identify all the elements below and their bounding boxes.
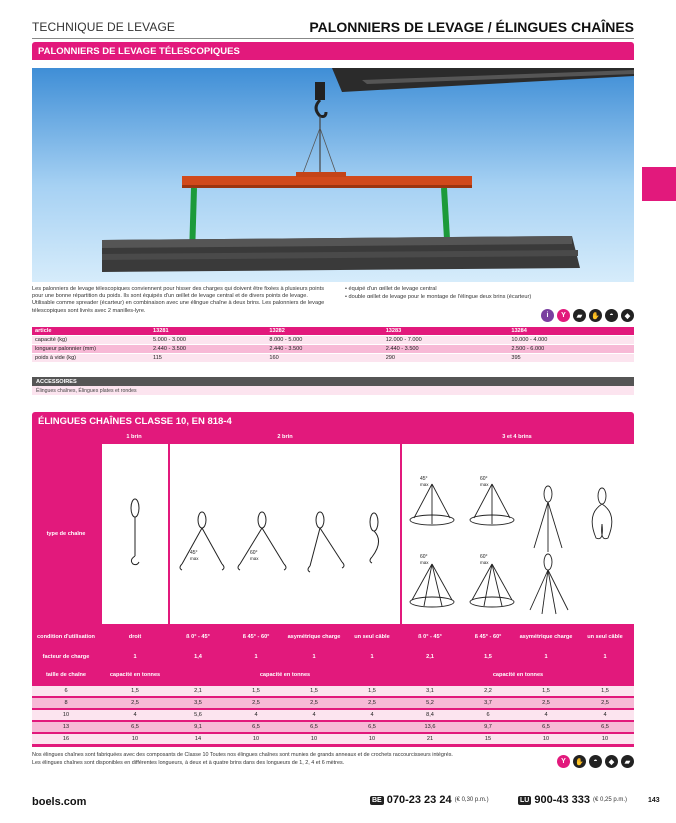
table-cell: 2,1: [194, 687, 202, 694]
angle-max-label: max: [480, 560, 489, 565]
table-cell: 6,5: [601, 723, 609, 730]
section-title: ÉLINGUES CHAÎNES CLASSE 10, EN 818-4: [38, 416, 232, 427]
helmet-icon: ◓: [605, 309, 618, 322]
table-cell: 1,5: [601, 687, 609, 694]
safety-icons-bottom: [557, 755, 634, 768]
condition-cell: ß 0° - 45°: [186, 633, 210, 640]
table-cell: 2.440 - 3.500: [383, 345, 509, 354]
spec-header-row: [32, 327, 634, 336]
condition-cell: asymétrique charge: [519, 633, 573, 640]
row-label-factor: facteur de charge: [42, 653, 90, 660]
lifting-beam-illustration: [32, 68, 634, 282]
feature-item: • équipé d'un œillet de levage central: [345, 286, 437, 292]
table-cell: 8: [64, 699, 68, 706]
table-cell: 9,7: [484, 723, 492, 730]
table-cell: 4: [312, 711, 316, 718]
spec-table: [32, 327, 634, 363]
feature-item: • double œillet de levage pour le montage de l'élingue deux brins (écarteur): [345, 293, 532, 300]
factor-cell: 1: [133, 653, 137, 660]
table-cell: 1,5: [542, 687, 550, 694]
note-line: Nos élingues chaînes sont fabriquées avec des composants de Classe 10 Toutes nos élingues chaînes sont munies de grands anneaux et de crochets raccourcisseurs intégrés.: [32, 752, 453, 758]
country-code-be: BE: [372, 796, 382, 804]
y-icon: Y: [557, 309, 570, 322]
table-cell: 5,6: [194, 711, 202, 718]
phone-be: [370, 794, 489, 806]
angle-max-label: max: [420, 560, 429, 565]
table-cell: 2.500 - 6.000: [508, 345, 634, 354]
row-label-condition: condition d'utilisation: [37, 633, 95, 640]
table-cell: 13: [62, 723, 70, 730]
table-cell: 10.000 - 4.000: [508, 336, 634, 345]
capacity-header: capacité en tonnes: [109, 671, 161, 678]
product-description: Les palonniers de levage télescopiques conviennent pour hisser des charges qui doivent être fixées à plusieurs points pour une bonne répartition du poids. Ils sont équipés d'un œillet de levage central et de divers points de levage. Utilisable comme spreader (écarteur) en combinaison avec une élingue chaîne à deux brins. Les palonniers de levage télescopiques sont livrés avec 2 manilles-lyre.: [32, 286, 325, 314]
table-cell: 1,5: [131, 687, 139, 694]
factor-cell: 1: [254, 653, 258, 660]
table-cell: 6: [486, 711, 490, 718]
table-cell: 1,5: [310, 687, 318, 694]
phone-cost-be: (€ 0,30 p.m.): [454, 797, 489, 803]
section-title: PALONNIERS DE LEVAGE TÉLESCOPIQUES: [38, 46, 240, 57]
section-title-bar: [32, 42, 634, 60]
row-label-size: taille de chaîne: [45, 671, 87, 678]
feature-text: équipé d'un œillet de levage central: [348, 286, 437, 292]
spec-header-cell: 13281: [150, 327, 266, 336]
angle-label: 60°: [480, 554, 488, 560]
chain-table: [32, 430, 634, 747]
table-row: [32, 734, 634, 744]
accessories-text: Élingues chaînes, Élingues plates et rondes: [32, 386, 634, 395]
table-cell: 12.000 - 7.000: [383, 336, 509, 345]
y-icon: Y: [557, 755, 570, 768]
factor-cell: 1,5: [484, 653, 492, 660]
condition-cell: droit: [128, 633, 142, 640]
table-cell: 9,1: [194, 723, 202, 730]
table-cell: 3,7: [484, 699, 492, 706]
table-cell: 5,2: [426, 699, 434, 706]
group-header: 3 et 4 brins: [502, 433, 532, 440]
accessories-title: ACCESSOIRES: [32, 377, 634, 386]
safety-icons: [541, 309, 634, 322]
spec-header-cell: article: [32, 327, 150, 336]
table-row: [32, 722, 634, 732]
table-cell: 14: [194, 735, 202, 742]
table-cell: 160: [266, 353, 382, 362]
table-cell: 6,5: [310, 723, 318, 730]
feature-text: double œillet de levage pour le montage de l'élingue deux brins (écarteur): [348, 293, 532, 300]
table-cell: 21: [426, 735, 434, 742]
table-cell: 2,5: [368, 699, 376, 706]
page-title: PALONNIERS DE LEVAGE / ÉLINGUES CHAÎNES: [309, 19, 634, 35]
table-cell: 2.440 - 3.500: [150, 345, 266, 354]
table-cell: 10: [131, 735, 139, 742]
truck-icon: ▰: [573, 309, 586, 322]
factor-cell: 2,1: [426, 653, 434, 660]
table-cell: 2,5: [601, 699, 609, 706]
table-row: [32, 710, 634, 720]
group-header: 1 brin: [126, 433, 142, 440]
angle-label: 45°: [420, 476, 428, 482]
angle-max-label: max: [420, 482, 429, 487]
table-cell: 10: [542, 735, 550, 742]
brand-link[interactable]: boels.com: [32, 796, 87, 808]
table-cell: 2,5: [252, 699, 260, 706]
table-row: [32, 698, 634, 708]
table-cell: 5.000 - 3.000: [150, 336, 266, 345]
factor-cell: 1,4: [194, 653, 202, 660]
table-cell: 6: [64, 687, 68, 694]
angle-label: 60°: [420, 554, 428, 560]
product-photo: [32, 68, 634, 282]
angle-max-label: max: [250, 556, 259, 561]
table-cell: 1,5: [252, 687, 260, 694]
note-line: Les élingues chaînes sont disponibles en différentes longueurs, à deux et à quatre brins dans des longueurs de 1, 2, 4 et 6 mètres.: [32, 759, 345, 766]
table-cell: 2,5: [542, 699, 550, 706]
table-cell: 4: [544, 711, 548, 718]
capacity-header: capacité en tonnes: [492, 671, 544, 678]
chain-notes: [32, 752, 552, 767]
phone-lu: [518, 794, 627, 806]
table-cell: 15: [484, 735, 492, 742]
condition-cell: ß 0° - 45°: [418, 633, 442, 640]
table-cell: 395: [508, 353, 634, 362]
table-row: [32, 353, 634, 362]
table-cell: 2,5: [131, 699, 139, 706]
phone-number-be: 070-23 23 24: [386, 794, 452, 806]
condition-cell: asymétrique charge: [287, 633, 341, 640]
factor-cell: 1: [370, 653, 374, 660]
phone-number-lu: 900-43 333: [534, 794, 591, 806]
diagram-2-brin: [170, 444, 400, 624]
table-row: [32, 686, 634, 696]
condition-cell: ß 45° - 60°: [242, 633, 270, 640]
page-number: 143: [648, 797, 660, 804]
country-code-lu: LU: [520, 796, 530, 804]
capacity-header: capacité en tonnes: [259, 671, 311, 678]
group-header: 2 brin: [277, 433, 293, 440]
table-cell: 2,2: [484, 687, 492, 694]
table-cell: 10: [601, 735, 609, 742]
angle-label: 45°: [190, 550, 198, 556]
angle-label: 60°: [250, 550, 258, 556]
table-cell: 2,5: [310, 699, 318, 706]
header-divider: [32, 38, 634, 39]
shield-icon: ◆: [605, 755, 618, 768]
shield-icon: ◆: [621, 309, 634, 322]
spec-header-cell: 13283: [383, 327, 509, 336]
condition-cell: un seul câble: [587, 633, 623, 640]
table-cell: 4: [603, 711, 607, 718]
table-cell: 6,5: [252, 723, 260, 730]
angle-max-label: max: [480, 482, 489, 487]
angle-max-label: max: [190, 556, 199, 561]
table-cell: 10: [368, 735, 376, 742]
side-tab-marker: [642, 167, 676, 201]
table-cell: 13,6: [424, 723, 436, 730]
table-cell: 4: [254, 711, 258, 718]
table-cell: poids à vide (kg): [32, 353, 150, 362]
row-label-type: type de chaîne: [46, 530, 86, 537]
table-cell: 10: [252, 735, 260, 742]
table-cell: capacité (kg): [32, 336, 150, 345]
condition-cell: un seul câble: [354, 633, 390, 640]
table-cell: 2.440 - 3.500: [266, 345, 382, 354]
truck-icon: ▰: [621, 755, 634, 768]
table-cell: 8,4: [426, 711, 434, 718]
helmet-icon: ◓: [589, 755, 602, 768]
factor-cell: 1: [544, 653, 548, 660]
table-cell: 115: [150, 353, 266, 362]
diagram-1-brin: [102, 444, 168, 624]
phone-cost-lu: (€ 0,25 p.m.): [593, 797, 628, 803]
section-category: TECHNIQUE DE LEVAGE: [32, 20, 176, 34]
table-cell: 6,5: [368, 723, 376, 730]
diagram-3-4-brins: [402, 444, 634, 624]
factor-cell: 1: [312, 653, 316, 660]
table-cell: 6,5: [131, 723, 139, 730]
table-cell: 4: [370, 711, 374, 718]
table-row: [32, 345, 634, 354]
table-cell: longueur palonnier (mm): [32, 345, 150, 354]
condition-cell: ß 45° - 60°: [474, 633, 502, 640]
feature-list: [345, 286, 635, 301]
table-cell: 1,5: [368, 687, 376, 694]
table-cell: 8.000 - 5.000: [266, 336, 382, 345]
angle-label: 60°: [480, 476, 488, 482]
section-title-bar: [32, 412, 634, 430]
factor-cell: 1: [603, 653, 607, 660]
info-icon: i: [541, 309, 554, 322]
table-cell: 10: [310, 735, 318, 742]
table-cell: 4: [133, 711, 137, 718]
table-cell: 10: [62, 711, 70, 718]
glove-icon: ✋: [589, 309, 602, 322]
table-cell: 3,5: [194, 699, 202, 706]
glove-icon: ✋: [573, 755, 586, 768]
table-row: [32, 336, 634, 345]
table-cell: 16: [62, 735, 70, 742]
spec-header-cell: 13282: [266, 327, 382, 336]
table-cell: 290: [383, 353, 509, 362]
table-cell: 6,5: [542, 723, 550, 730]
table-cell: 3,1: [426, 687, 434, 694]
spec-header-cell: 13284: [508, 327, 634, 336]
